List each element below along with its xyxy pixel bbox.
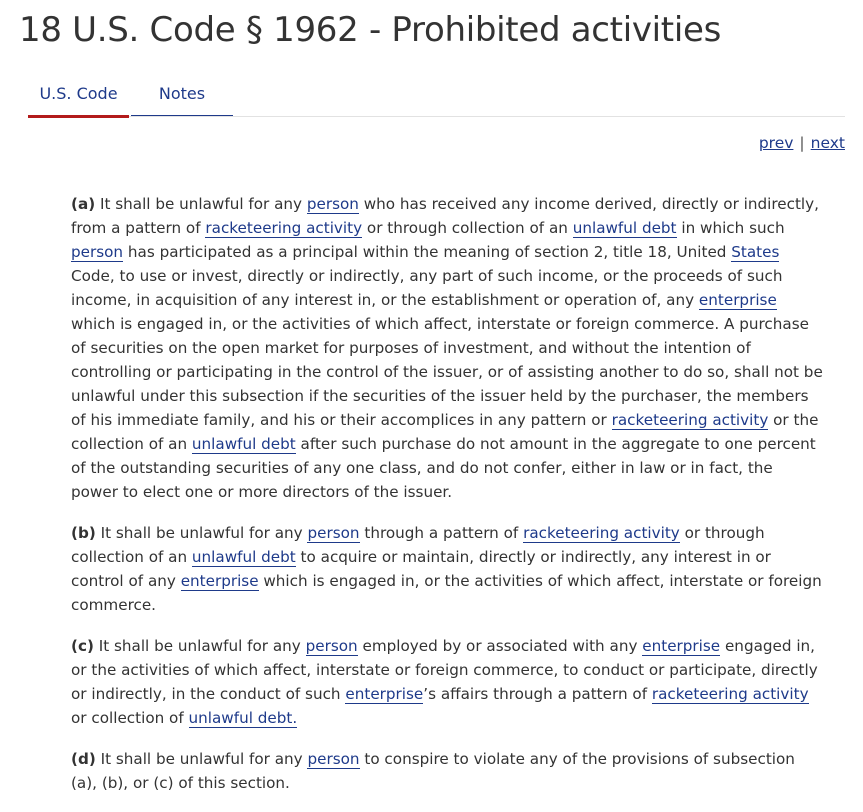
- definition-link-racketeering-activity[interactable]: racketeering activity: [205, 219, 363, 237]
- text-run: who has received any income derived, directly or indirectly, from a pattern of: [71, 195, 819, 237]
- definition-link-enterprise[interactable]: enterprise: [698, 291, 777, 309]
- text-run: Code, to use or invest, directly or indirectly, any part of such income, or the proceeds of such income, in acquisition of any interest in, or the establishment or operation of, any: [71, 267, 783, 309]
- text-run: ’s affairs through a pattern of: [423, 685, 652, 703]
- text-run: to conspire to violate any of the provisions of subsection (a), (b), or (c) of this section.: [71, 750, 795, 792]
- definition-link-racketeering-activity[interactable]: racketeering activity: [523, 524, 680, 542]
- text-run: which is engaged in, or the activities of which affect, interstate or foreign commerce.: [71, 572, 822, 614]
- definition-link-person[interactable]: person: [307, 750, 360, 768]
- definition-link-states[interactable]: States: [731, 243, 780, 261]
- definition-link-racketeering-activity[interactable]: racketeering activity: [611, 411, 769, 429]
- text-run: engaged in, or the activities of which affect, interstate or foreign commerce, to conduct or participate, directly or indirectly, in the conduct of such: [71, 637, 818, 703]
- definition-link-person[interactable]: person: [306, 195, 359, 213]
- tab-bar: [28, 76, 845, 117]
- subsection-a: [71, 192, 823, 504]
- definition-link-enterprise[interactable]: enterprise: [180, 572, 259, 590]
- pager: [759, 134, 845, 152]
- definition-link-person[interactable]: person: [305, 637, 358, 655]
- text-run: It shall be unlawful for any: [95, 195, 307, 213]
- subsection-a-label: (a): [71, 195, 96, 213]
- text-run: in which such: [676, 219, 785, 237]
- definition-link-person[interactable]: person: [307, 524, 360, 542]
- subsection-d: [71, 747, 823, 795]
- definition-link-unlawful-debt[interactable]: unlawful debt: [191, 548, 296, 566]
- text-run: It shall be unlawful for any: [93, 637, 306, 655]
- text-run: through a pattern of: [359, 524, 524, 542]
- text-run: to acquire or maintain, directly or indirectly, any interest in or control of any: [71, 548, 771, 590]
- pager-separator: |: [799, 134, 805, 152]
- definition-link-enterprise[interactable]: enterprise: [345, 685, 424, 703]
- next-link[interactable]: next: [810, 134, 845, 152]
- text-run: employed by or associated with any: [357, 637, 643, 655]
- text-run: after such purchase do not amount in the aggregate to one percent of the outstanding securities of any one class, and do not confer, either in law or in fact, the power to elect one or more directors of the issuer.: [71, 435, 816, 501]
- subsection-c: [71, 634, 823, 730]
- definition-link-person[interactable]: person: [71, 243, 124, 261]
- definition-link-racketeering-activity[interactable]: racketeering activity: [651, 685, 809, 703]
- subsection-b-label: (b): [71, 524, 96, 542]
- text-run: or the collection of an: [71, 411, 819, 453]
- subsection-c-label: (c): [71, 637, 94, 655]
- text-run: or collection of: [71, 709, 189, 727]
- statute-text: [71, 192, 823, 812]
- definition-link-unlawful-debt[interactable]: unlawful debt.: [188, 709, 298, 727]
- text-run: or through collection of an: [71, 524, 765, 566]
- text-run: or through collection of an: [362, 219, 573, 237]
- subsection-d-label: (d): [71, 750, 96, 768]
- text-run: It shall be unlawful for any: [95, 524, 308, 542]
- subsection-b: [71, 521, 823, 617]
- text-run: It shall be unlawful for any: [95, 750, 308, 768]
- tab-us-code[interactable]: U.S. Code: [28, 76, 129, 118]
- definition-link-enterprise[interactable]: enterprise: [642, 637, 721, 655]
- definition-link-unlawful-debt[interactable]: unlawful debt: [191, 435, 296, 453]
- text-run: which is engaged in, or the activities of which affect, interstate or foreign commerce. A purchase of securities on the open market for purposes of investment, and without the intention of controlling or participating in the control of the issuer, or of assisting another to do so, shall not be unlawful under this subsection if the securities of the issuer held by the purchaser, the members of his immediate family, and his or their accomplices in any pattern or: [71, 315, 823, 429]
- definition-link-unlawful-debt[interactable]: unlawful debt: [572, 219, 677, 237]
- tab-notes[interactable]: Notes: [131, 76, 233, 116]
- prev-link[interactable]: prev: [758, 134, 794, 152]
- page-title: 18 U.S. Code § 1962 - Prohibited activities: [19, 10, 722, 50]
- text-run: has participated as a principal within the meaning of section 2, title 18, United: [123, 243, 732, 261]
